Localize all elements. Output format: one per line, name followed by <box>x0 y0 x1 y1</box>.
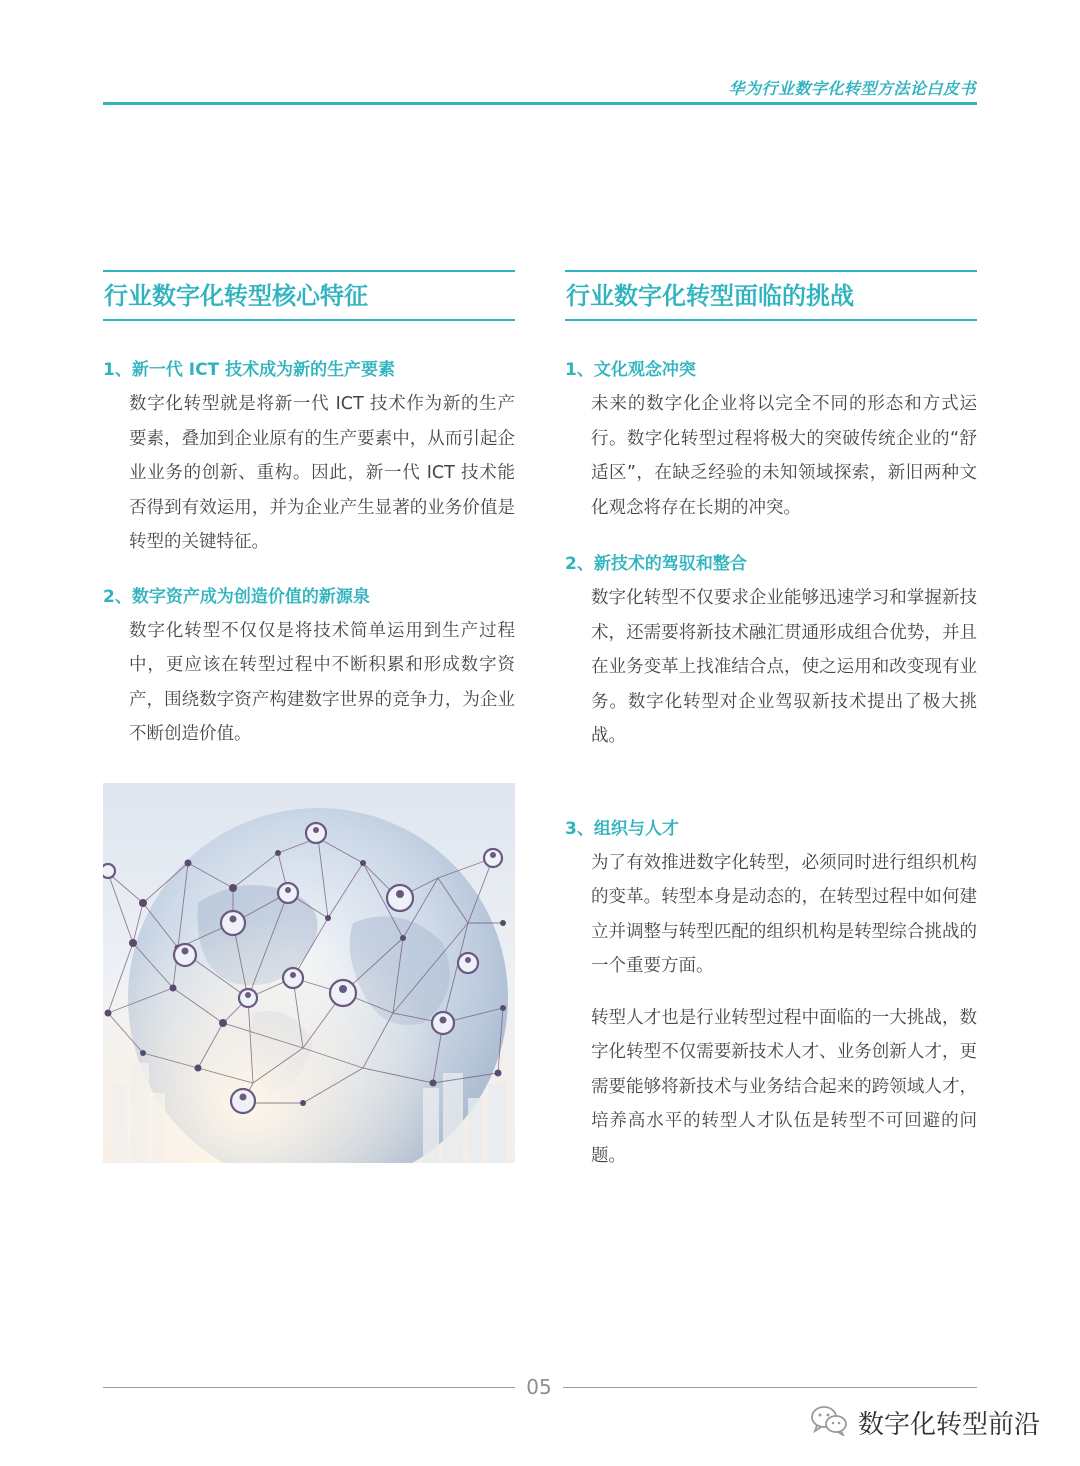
right-item-1-body <box>591 387 977 525</box>
left-item-2 <box>103 580 515 752</box>
right-item-1 <box>565 353 977 525</box>
footer-rule-left <box>103 1387 515 1388</box>
page-number: 05 <box>526 1375 552 1399</box>
left-item-1-title: 1、新一代 ICT 技术成为新的生产要素 <box>103 360 396 380</box>
right-section-heading: 行业数字化转型面临的挑战 <box>565 270 977 321</box>
globe-network-image <box>103 783 515 1163</box>
right-item-2-title: 2、新技术的驾驭和整合 <box>565 554 747 574</box>
wechat-icon <box>810 1404 848 1440</box>
watermark <box>810 1402 1040 1442</box>
right-item-1-paragraph: 未来的数字化企业将以完全不同的形态和方式运行。数字化转型过程将极大的突破传统企业的“舒适区”，在缺乏经验的未知领域探索，新旧两种文化观念将存在长期的冲突。 <box>591 394 977 518</box>
left-item-1-body <box>129 387 515 560</box>
left-item-2-title: 2、数字资产成为创造价值的新源泉 <box>103 586 370 607</box>
left-item-2-paragraph: 数字化转型不仅仅是将技术简单运用到生产过程中，更应该在转型过程中不断积累和形成数字资产，围绕数字资产构建数字世界的竞争力，为企业不断创造价值。 <box>129 620 515 744</box>
right-item-2-paragraph: 数字化转型不仅要求企业能够迅速学习和掌握新技术，还需要将新技术融汇贯通形成组合优势，并且在业务变革上找准结合点，使之运用和改变现有业务。数字化转型对企业驾驭新技术提出了极大挑战。 <box>591 588 977 746</box>
left-item-1-paragraph: 数字化转型就是将新一代 ICT 技术作为新的生产要素，叠加到企业原有的生产要素中，从而引起企业业务的创新、重构。因此，新一代 ICT 技术能否得到有效运用，并为企业产生显著的业务价值是转型的关键特征。 <box>129 394 515 552</box>
right-column <box>565 270 977 1173</box>
right-item-3 <box>565 812 977 1174</box>
watermark-text: 数字化转型前沿 <box>858 1409 1041 1440</box>
left-item-2-body <box>129 614 515 752</box>
right-item-3-paragraph-1: 为了有效推进数字化转型，必须同时进行组织机构的变革。转型本身是动态的，在转型过程中如何建立并调整与转型匹配的组织机构是转型综合挑战的一个重要方面。 <box>591 852 977 976</box>
right-item-3-paragraph-2: 转型人才也是行业转型过程中面临的一大挑战，数字化转型不仅需要新技术人才、业务创新人才，更需要能够将新技术与业务结合起来的跨领域人才，培养高水平的转型人才队伍是转型不可回避的问题。 <box>591 1007 977 1166</box>
left-item-1 <box>103 353 515 560</box>
header-title: 华为行业数字化转型方法论白皮书 <box>728 79 976 98</box>
right-item-2-body <box>591 581 977 754</box>
left-section-heading: 行业数字化转型核心特征 <box>103 270 515 321</box>
right-item-3-title: 3、组织与人才 <box>565 818 679 839</box>
right-item-1-title: 1、文化观念冲突 <box>565 360 696 380</box>
header-rule <box>103 102 977 105</box>
footer-rule-right <box>563 1387 977 1388</box>
left-column <box>103 270 515 752</box>
right-item-3-body <box>591 846 977 1174</box>
right-item-2 <box>565 547 977 754</box>
